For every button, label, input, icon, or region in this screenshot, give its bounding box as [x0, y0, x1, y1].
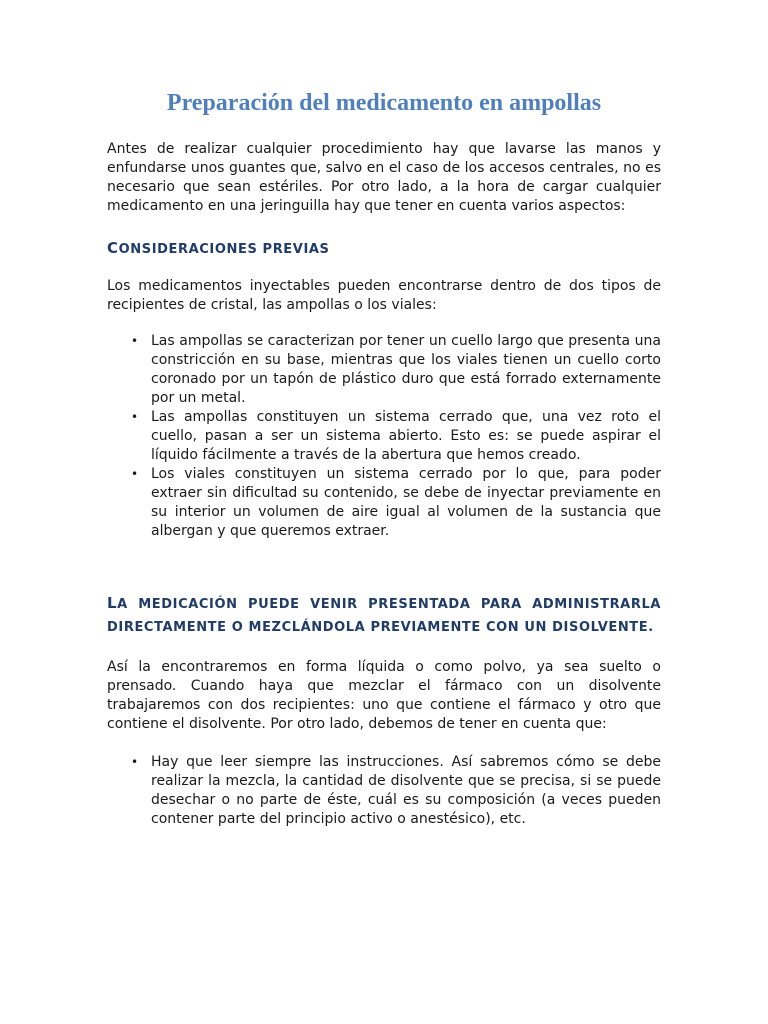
list-item: [131, 332, 661, 408]
document-title: Preparación del medicamento en ampollas: [166, 90, 602, 116]
heading-initial: C: [107, 239, 119, 257]
section2-paragraph: Así la encontraremos en forma líquida o como polvo, ya sea suelto o prensado. Cuando haya que mezclar el fármaco con un disolvente trabajaremos con dos recipientes: uno que contiene el fármaco y otro que contiene el disolvente. Por otro lado, debemos de tener en cuenta que:: [107, 659, 661, 732]
section-heading-consideraciones: [107, 237, 661, 261]
intro-paragraph: Antes de realizar cualquier procedimiento hay que lavarse las manos y enfundarse unos guantes que, salvo en el caso de los accesos centrales, no es necesario que sean estériles. Por otro lado, a la hora de cargar cualquier medicamento en una jeringuilla hay que tener en cuenta varios aspectos:: [107, 141, 661, 214]
list-item-text: Las ampollas se caracterizan por tener un cuello largo que presenta una constricción en su base, mientras que los viales tienen un cuello corto coronado por un tapón de plástico duro que está forrado externamente por un metal.: [151, 333, 661, 406]
list-item: [131, 753, 661, 829]
list-item: [131, 465, 661, 541]
section1-bullet-list: [107, 332, 661, 541]
bullet-icon: •: [131, 755, 139, 769]
list-item-text: Las ampollas constituyen un sistema cerrado que, una vez roto el cuello, pasan a ser un sistema abierto. Esto es: se puede aspirar el líquido fácilmente a través de la abertura que hemos creado.: [151, 409, 661, 463]
section2-bullet-list: [107, 753, 661, 829]
list-item-text: Los viales constituyen un sistema cerrado por lo que, para poder extraer sin dificultad su contenido, se debe de inyectar previamente en su interior un volumen de aire igual al volumen de la sustancia que albergan y que queremos extraer.: [151, 466, 661, 539]
section1-paragraph: Los medicamentos inyectables pueden encontrarse dentro de dos tipos de recipientes de cristal, las ampollas o los viales:: [107, 278, 661, 313]
bullet-icon: •: [131, 334, 139, 348]
heading-initial: L: [107, 594, 118, 612]
bullet-icon: •: [131, 467, 139, 481]
bullet-icon: •: [131, 410, 139, 424]
document-page: [107, 88, 661, 829]
list-item-text: Hay que leer siempre las instrucciones. Así sabremos cómo se debe realizar la mezcla, la cantidad de disolvente que se precisa, si se puede desechar o no parte de éste, cuál es su composición (a veces pueden contener parte del principio activo o anestésico), etc.: [151, 754, 661, 827]
list-item: [131, 408, 661, 465]
section-heading-medicacion: [107, 592, 661, 639]
heading-rest: ONSIDERACIONES PREVIAS: [118, 242, 330, 257]
heading-rest: A MEDICACIÓN PUEDE VENIR PRESENTADA PARA ADMINISTRARLA DIRECTAMENTE O MEZCLÁNDOLA PREVIAMENTE CON UN DISOLVENTE.: [107, 597, 661, 635]
